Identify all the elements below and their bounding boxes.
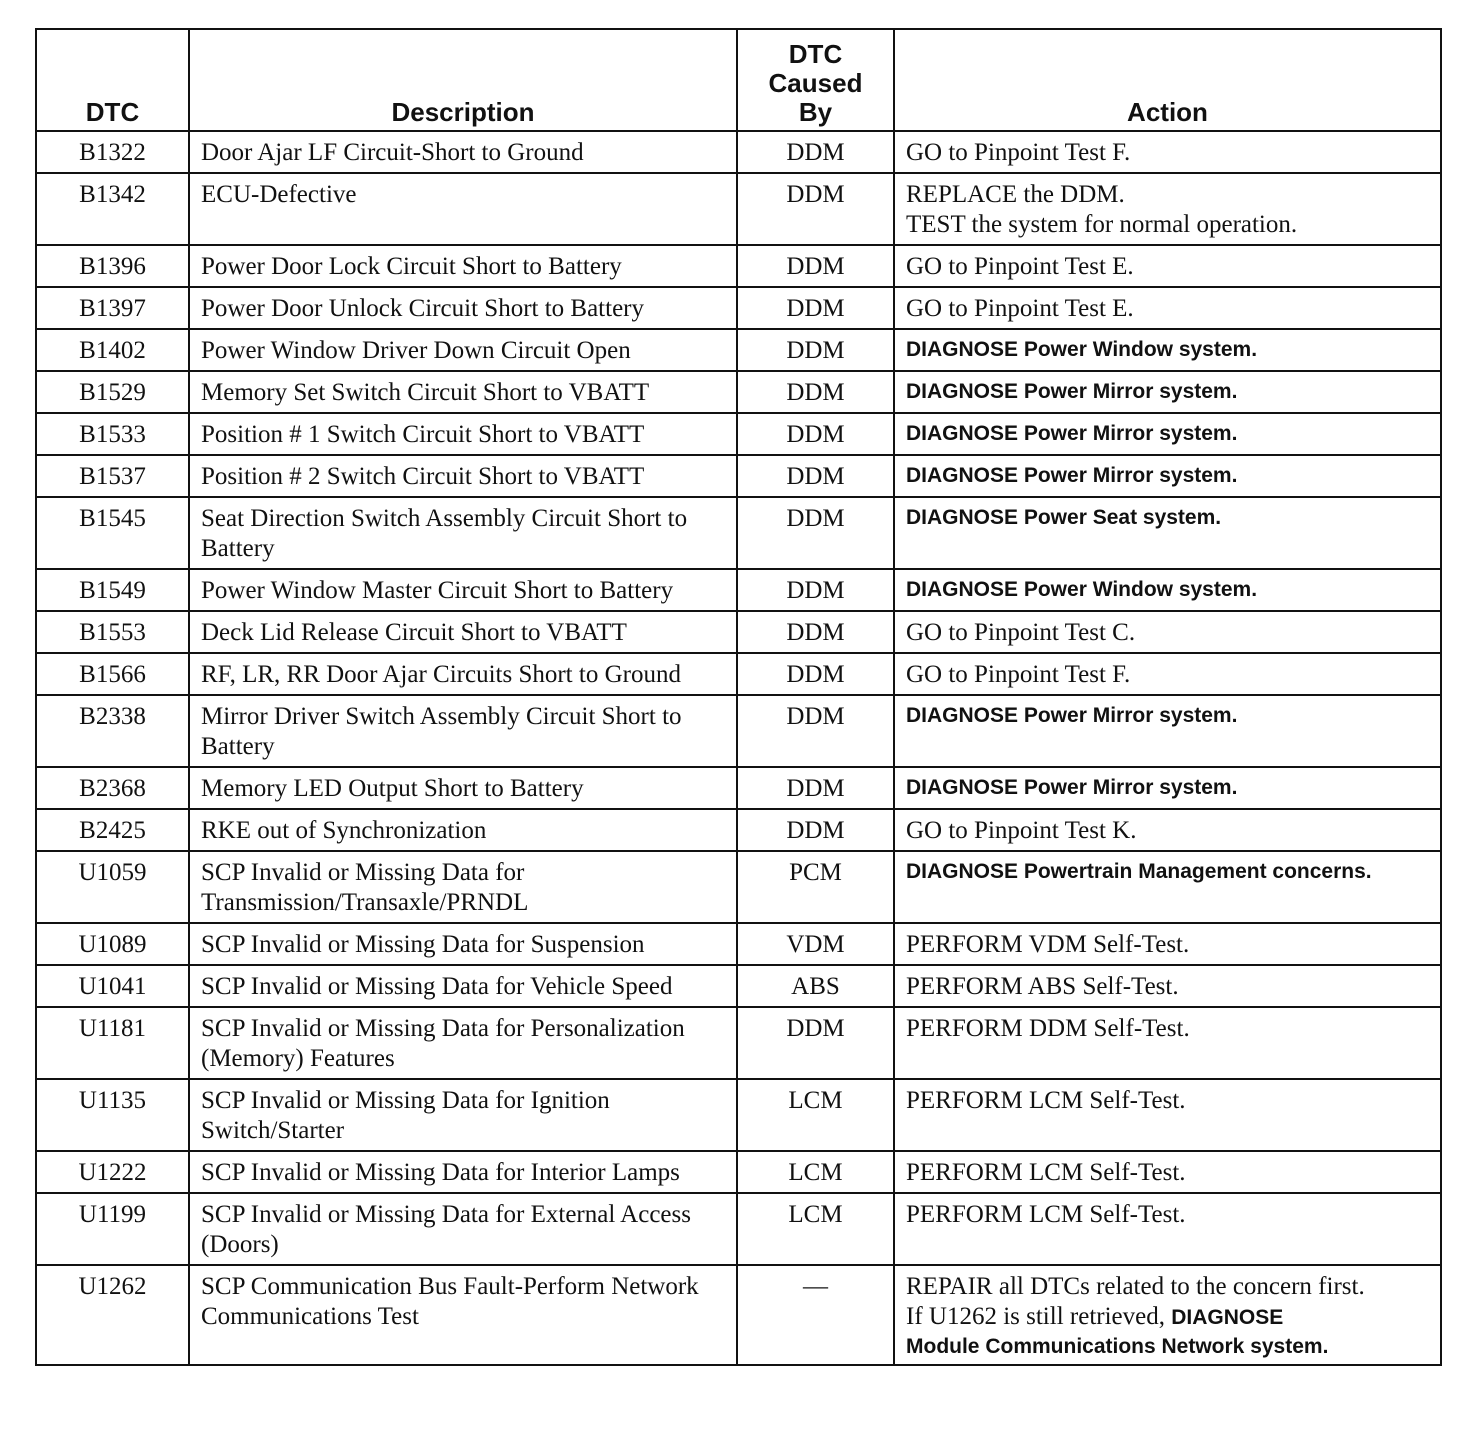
table-row xyxy=(36,653,1441,695)
action-line: PERFORM LCM Self-Test. xyxy=(906,1159,1186,1186)
action-cell xyxy=(894,131,1441,173)
action-cell xyxy=(894,695,1441,767)
table-row xyxy=(36,1007,1441,1079)
action-cell xyxy=(894,245,1441,287)
action-line: DIAGNOSE Power Seat system. xyxy=(906,506,1222,529)
description-cell: Seat Direction Switch Assembly Circuit Short to Battery xyxy=(189,497,737,569)
caused-by-cell: DDM xyxy=(737,131,894,173)
description-cell: Door Ajar LF Circuit-Short to Ground xyxy=(189,131,737,173)
table-row xyxy=(36,923,1441,965)
dtc-code-cell: B2338 xyxy=(36,695,189,767)
caused-by-cell: DDM xyxy=(737,1007,894,1079)
action-cell xyxy=(894,851,1441,923)
action-cell xyxy=(894,497,1441,569)
table-row xyxy=(36,497,1441,569)
dtc-code-cell: B1402 xyxy=(36,329,189,371)
action-cell xyxy=(894,173,1441,245)
dtc-code-cell: B1533 xyxy=(36,413,189,455)
caused-by-cell: DDM xyxy=(737,611,894,653)
table-row xyxy=(36,1151,1441,1193)
description-cell: Mirror Driver Switch Assembly Circuit Short to Battery xyxy=(189,695,737,767)
action-line xyxy=(906,1302,1432,1333)
table-row xyxy=(36,767,1441,809)
action-line: PERFORM ABS Self-Test. xyxy=(906,973,1179,1000)
dtc-code-cell: B1342 xyxy=(36,173,189,245)
table-row xyxy=(36,851,1441,923)
action-cell xyxy=(894,1265,1441,1365)
description-cell: Memory LED Output Short to Battery xyxy=(189,767,737,809)
dtc-code-cell: B1397 xyxy=(36,287,189,329)
table-row xyxy=(36,413,1441,455)
action-cell xyxy=(894,413,1441,455)
table-row xyxy=(36,371,1441,413)
caused-by-cell: LCM xyxy=(737,1151,894,1193)
action-cell xyxy=(894,809,1441,851)
action-line: PERFORM VDM Self-Test. xyxy=(906,931,1190,958)
description-cell: SCP Communication Bus Fault-Perform Network Communications Test xyxy=(189,1265,737,1365)
description-cell: Position # 1 Switch Circuit Short to VBATT xyxy=(189,413,737,455)
description-cell: SCP Invalid or Missing Data for Personalization (Memory) Features xyxy=(189,1007,737,1079)
caused-by-cell: DDM xyxy=(737,287,894,329)
action-line: DIAGNOSE Power Window system. xyxy=(906,578,1258,601)
action-line: DIAGNOSE Power Mirror system. xyxy=(906,422,1238,445)
action-cell xyxy=(894,1193,1441,1265)
header-row xyxy=(36,29,1441,131)
action-line: PERFORM DDM Self-Test. xyxy=(906,1015,1190,1042)
action-cell xyxy=(894,329,1441,371)
action-line: GO to Pinpoint Test K. xyxy=(906,817,1137,844)
action-line: REPLACE the DDM. xyxy=(906,181,1125,208)
caused-by-cell: DDM xyxy=(737,371,894,413)
table-row xyxy=(36,1079,1441,1151)
description-cell: Position # 2 Switch Circuit Short to VBATT xyxy=(189,455,737,497)
action-line: GO to Pinpoint Test E. xyxy=(906,253,1134,280)
dtc-code-cell: U1199 xyxy=(36,1193,189,1265)
caused-by-cell: DDM xyxy=(737,173,894,245)
table-body xyxy=(36,131,1441,1365)
caused-by-cell: LCM xyxy=(737,1193,894,1265)
dtc-code-cell: B1537 xyxy=(36,455,189,497)
description-cell: Power Door Unlock Circuit Short to Battery xyxy=(189,287,737,329)
action-text: DIAGNOSE xyxy=(1171,1306,1284,1329)
caused-by-cell: DDM xyxy=(737,413,894,455)
caused-by-cell: VDM xyxy=(737,923,894,965)
action-cell xyxy=(894,371,1441,413)
dtc-code-cell: U1181 xyxy=(36,1007,189,1079)
caused-by-cell: PCM xyxy=(737,851,894,923)
table-row xyxy=(36,965,1441,1007)
caused-by-cell: ABS xyxy=(737,965,894,1007)
action-line: PERFORM LCM Self-Test. xyxy=(906,1087,1186,1114)
table-row xyxy=(36,287,1441,329)
action-cell xyxy=(894,653,1441,695)
action-line: DIAGNOSE Power Mirror system. xyxy=(906,380,1238,403)
description-cell: SCP Invalid or Missing Data for Vehicle Speed xyxy=(189,965,737,1007)
dtc-code-cell: B1549 xyxy=(36,569,189,611)
table-row xyxy=(36,455,1441,497)
table-row xyxy=(36,1265,1441,1365)
action-cell xyxy=(894,611,1441,653)
dtc-code-cell: B1396 xyxy=(36,245,189,287)
caused-by-cell: DDM xyxy=(737,767,894,809)
table-row xyxy=(36,173,1441,245)
dtc-code-cell: B1566 xyxy=(36,653,189,695)
table-row xyxy=(36,329,1441,371)
caused-by-cell: DDM xyxy=(737,497,894,569)
dtc-code-cell: B2368 xyxy=(36,767,189,809)
description-cell: RKE out of Synchronization xyxy=(189,809,737,851)
header-description: Description xyxy=(189,29,737,131)
table-row xyxy=(36,1193,1441,1265)
description-cell: Power Window Master Circuit Short to Battery xyxy=(189,569,737,611)
action-line: DIAGNOSE Power Mirror system. xyxy=(906,464,1238,487)
table-row xyxy=(36,695,1441,767)
header-caused-by-text: DTC Caused By xyxy=(768,39,863,127)
action-cell xyxy=(894,767,1441,809)
action-cell xyxy=(894,569,1441,611)
action-cell xyxy=(894,1151,1441,1193)
caused-by-cell: DDM xyxy=(737,809,894,851)
action-line: GO to Pinpoint Test F. xyxy=(906,139,1131,166)
description-cell: SCP Invalid or Missing Data for Suspension xyxy=(189,923,737,965)
action-line: DIAGNOSE Power Window system. xyxy=(906,338,1258,361)
dtc-code-cell: U1059 xyxy=(36,851,189,923)
description-cell: SCP Invalid or Missing Data for Ignition Switch/Starter xyxy=(189,1079,737,1151)
action-line: DIAGNOSE Power Mirror system. xyxy=(906,704,1238,727)
dtc-table xyxy=(35,28,1442,1366)
caused-by-cell: DDM xyxy=(737,329,894,371)
caused-by-cell: LCM xyxy=(737,1079,894,1151)
action-line: TEST the system for normal operation. xyxy=(906,211,1298,238)
caused-by-cell: DDM xyxy=(737,245,894,287)
description-cell: Memory Set Switch Circuit Short to VBATT xyxy=(189,371,737,413)
action-text: If U1262 is still retrieved, xyxy=(906,1303,1165,1330)
description-cell: RF, LR, RR Door Ajar Circuits Short to Ground xyxy=(189,653,737,695)
description-cell: SCP Invalid or Missing Data for External Access (Doors) xyxy=(189,1193,737,1265)
description-cell: Power Door Lock Circuit Short to Battery xyxy=(189,245,737,287)
action-line: REPAIR all DTCs related to the concern first. xyxy=(906,1273,1365,1300)
action-line: GO to Pinpoint Test E. xyxy=(906,295,1134,322)
description-cell: SCP Invalid or Missing Data for Interior Lamps xyxy=(189,1151,737,1193)
caused-by-cell: DDM xyxy=(737,455,894,497)
description-cell: SCP Invalid or Missing Data for Transmission/Transaxle/PRNDL xyxy=(189,851,737,923)
action-line: DIAGNOSE Power Mirror system. xyxy=(906,776,1238,799)
table-row xyxy=(36,245,1441,287)
caused-by-cell: DDM xyxy=(737,653,894,695)
dtc-code-cell: B1322 xyxy=(36,131,189,173)
description-cell: ECU-Defective xyxy=(189,173,737,245)
action-cell xyxy=(894,1079,1441,1151)
table-row xyxy=(36,131,1441,173)
description-cell: Power Window Driver Down Circuit Open xyxy=(189,329,737,371)
action-cell xyxy=(894,1007,1441,1079)
dtc-code-cell: B1545 xyxy=(36,497,189,569)
action-cell xyxy=(894,455,1441,497)
table-row xyxy=(36,569,1441,611)
dtc-code-cell: U1135 xyxy=(36,1079,189,1151)
action-line: Module Communications Network system. xyxy=(906,1335,1329,1358)
caused-by-cell: — xyxy=(737,1265,894,1365)
header-dtc: DTC xyxy=(36,29,189,131)
action-line: PERFORM LCM Self-Test. xyxy=(906,1201,1186,1228)
action-cell xyxy=(894,965,1441,1007)
dtc-code-cell: B1553 xyxy=(36,611,189,653)
table-row xyxy=(36,809,1441,851)
dtc-code-cell: U1089 xyxy=(36,923,189,965)
action-cell xyxy=(894,287,1441,329)
action-line: GO to Pinpoint Test C. xyxy=(906,619,1136,646)
header-action: Action xyxy=(894,29,1441,131)
description-cell: Deck Lid Release Circuit Short to VBATT xyxy=(189,611,737,653)
dtc-code-cell: U1041 xyxy=(36,965,189,1007)
caused-by-cell: DDM xyxy=(737,695,894,767)
caused-by-cell: DDM xyxy=(737,569,894,611)
dtc-code-cell: U1222 xyxy=(36,1151,189,1193)
action-line: GO to Pinpoint Test F. xyxy=(906,661,1131,688)
action-cell xyxy=(894,923,1441,965)
table-row xyxy=(36,611,1441,653)
dtc-code-cell: B2425 xyxy=(36,809,189,851)
header-caused-by xyxy=(737,29,894,131)
action-line: DIAGNOSE Powertrain Management concerns. xyxy=(906,860,1372,883)
dtc-code-cell: U1262 xyxy=(36,1265,189,1365)
dtc-code-cell: B1529 xyxy=(36,371,189,413)
